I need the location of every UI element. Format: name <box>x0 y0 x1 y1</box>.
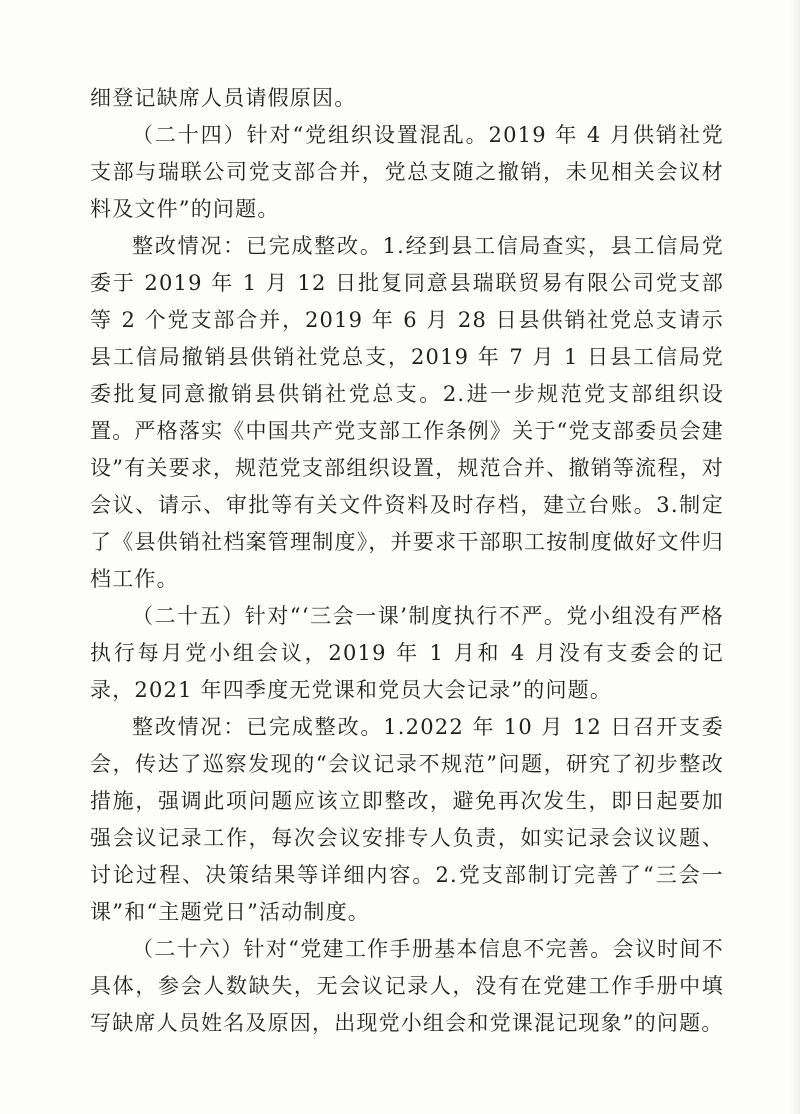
paragraph-continuation: 细登记缺席人员请假原因。 <box>90 86 357 110</box>
paragraph-rectification-25: 整改情况：已完成整改。1.2022 年 10 月 12 日召开支委会，传达了巡察发现的“会议记录不规范”问题，研究了初步整改措施，强调此项问题应该立即整改，避免再次发生，即日起要加强会议记录工作，每次会议安排专人负责，如实记录会议议题、讨论过程、决策结果等详细内容。2.党支部制订完善了“三会一课”和“主题党日”活动制度。 <box>90 715 724 924</box>
scan-edge-shadow <box>790 0 800 1114</box>
paragraph-issue-26: （二十六）针对“党建工作手册基本信息不完善。会议时间不具体，参会人数缺失，无会议记录人，没有在党建工作手册中填写缺席人员姓名及原因，出现党小组会和党课混记现象”的问题。 <box>90 937 724 1035</box>
paragraph-issue-25: （二十五）针对“‘三会一课’制度执行不严。党小组没有严格执行每月党小组会议，2019 年 1 月和 4 月没有支委会的记录，2021 年四季度无党课和党员大会记录”的问题。 <box>90 604 724 702</box>
paragraph-rectification-24: 整改情况：已完成整改。1.经到县工信局查实，县工信局党委于 2019 年 1 月 12 日批复同意县瑞联贸易有限公司党支部等 2 个党支部合并，2019 年 6 月 28 日县供销社党总支请示县工信局撤销县供销社党总支，2019 年 7 月 1 日县工信局党委批复同意撤销县供销社党总支。2.进一步规范党支部组织设置。严格落实《中国共产党支部工作条例》关于“党支部委员会建设”有关要求，规范党支部组织设置，规范合并、撤销等流程，对会议、请示、审批等有关文件资料及时存档，建立台账。3.制定了《县供销社档案管理制度》，并要求干部职工按制度做好文件归档工作。 <box>90 234 724 591</box>
paragraph-issue-24: （二十四）针对“党组织设置混乱。2019 年 4 月供销社党支部与瑞联公司党支部合并，党总支随之撤销，未见相关会议材料及文件”的问题。 <box>90 123 724 221</box>
